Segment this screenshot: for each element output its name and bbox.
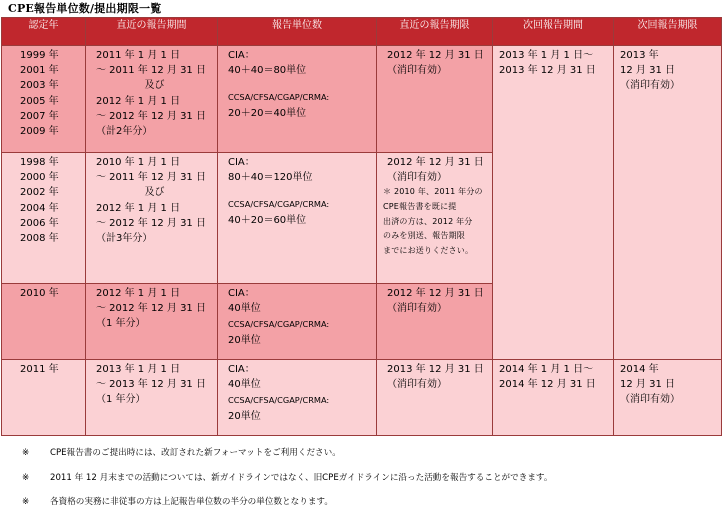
year-text: 2006 年 [20, 217, 59, 229]
units-value: 40＋20＝60単位 [228, 214, 307, 226]
units-cell [218, 360, 377, 436]
units-label: CCSA/CFSA/CGAP/CRMA: [228, 92, 330, 103]
year-text: 2001 年 [20, 65, 59, 77]
units-label: CIA： [228, 50, 255, 61]
note-text: 各資格の実務に非従事の方は上記報告単位数の半分の単位数となります。 [50, 497, 333, 507]
cert-year-cell [2, 153, 86, 284]
next-deadline-text: （消印有効） [620, 394, 680, 406]
period-text: ～ 2011 年 12 月 31 日 [96, 65, 206, 77]
units-label: CCSA/CFSA/CGAP/CRMA: [228, 395, 330, 406]
deadline-text: （消印有効） [387, 303, 447, 315]
year-text: 2007 年 [20, 110, 59, 122]
deadline-note [383, 185, 488, 258]
units-value: 40単位 [228, 379, 261, 391]
next-deadline-merged-cell [614, 46, 722, 360]
year-text: 1998 年 [20, 157, 59, 168]
period-text: ～ 2012 年 12 月 31 日 [96, 110, 206, 122]
units-value: 20＋20＝40単位 [228, 107, 307, 119]
units-label: CIA： [228, 288, 255, 299]
page-title: CPE報告単位数/提出期限一覧 [8, 2, 162, 15]
next-deadline-text: 2013 年 [620, 50, 659, 61]
period-text: 2011 年 1 月 1 日 [96, 50, 181, 61]
period-text: ～ 2011 年 12 月 31 日 [96, 172, 206, 184]
col-header-recent-deadline: 直近の報告期限 [377, 18, 493, 46]
units-value: 80＋40＝120単位 [228, 172, 313, 184]
units-value: 40＋40＝80単位 [228, 65, 307, 77]
col-header-next-deadline: 次回報告期限 [614, 18, 722, 46]
year-text: 2009 年 [20, 126, 59, 138]
next-period-merged-cell [493, 46, 614, 360]
deadline-note-line: CPE報告書を既に提 [383, 202, 457, 211]
note-mark: ※ [22, 497, 30, 507]
units-value: 20単位 [228, 410, 261, 422]
next-deadline-text: 12 月 31 日 [620, 65, 675, 77]
col-header-units: 報告単位数 [218, 18, 377, 46]
period-text: 2010 年 1 月 1 日 [96, 157, 181, 168]
next-deadline-cell [614, 360, 722, 436]
deadline-note-line: 出済の方は、2012 年分 [383, 216, 473, 226]
period-and-text: 及び [144, 80, 165, 92]
deadline-text: （消印有効） [387, 379, 447, 391]
deadline-note-line: のみを別送、報告期限 [383, 231, 465, 241]
col-header-recent-period: 直近の報告期間 [86, 18, 218, 46]
period-text: （1 年分） [96, 394, 146, 406]
cert-year-cell [2, 46, 86, 153]
year-text: 2000 年 [20, 172, 59, 184]
year-text: 2004 年 [20, 202, 59, 214]
year-text: 2008 年 [20, 233, 59, 245]
cert-year-cell [2, 284, 86, 360]
units-value: 40単位 [228, 303, 261, 315]
period-text: ～ 2013 年 12 月 31 日 [96, 379, 206, 391]
cert-year-cell [2, 360, 86, 436]
deadline-cell [377, 360, 493, 436]
period-cell [86, 360, 218, 436]
year-text: 2002 年 [20, 187, 59, 199]
units-cell [218, 284, 377, 360]
period-text: 2013 年 1 月 1 日 [96, 364, 181, 375]
period-text: 2012 年 1 月 1 日 [96, 95, 181, 107]
table-row [2, 46, 722, 153]
period-text: （1 年分） [96, 318, 146, 330]
units-label: CIA： [228, 157, 255, 168]
footnote [22, 495, 333, 507]
deadline-text: （消印有効） [387, 172, 447, 184]
next-period-text: 2014 年 12 月 31 日 [499, 379, 596, 391]
period-text: （計2年分） [96, 126, 153, 138]
units-value: 20単位 [228, 334, 261, 346]
col-header-cert-year: 認定年 [2, 18, 86, 46]
deadline-text: 2013 年 12 月 31 日 [387, 364, 484, 375]
next-deadline-text: 2014 年 [620, 364, 659, 375]
header-row [2, 18, 722, 46]
note-mark: ※ [22, 473, 30, 483]
deadline-cell [377, 153, 493, 284]
units-label: CIA： [228, 364, 255, 375]
cpe-units-table [1, 17, 722, 436]
deadline-cell [377, 46, 493, 153]
footnote [22, 471, 552, 483]
units-cell [218, 46, 377, 153]
deadline-text: （消印有効） [387, 65, 447, 77]
deadline-note-line: ＊ 2010 年、2011 年分の [383, 187, 483, 197]
note-mark: ※ [22, 448, 30, 458]
year-text: 2010 年 [20, 288, 59, 299]
footnote [22, 446, 341, 458]
next-period-text: 2014 年 1 月 1 日～ [499, 364, 594, 375]
units-label: CCSA/CFSA/CGAP/CRMA: [228, 199, 330, 210]
period-cell [86, 46, 218, 153]
deadline-text: 2012 年 12 月 31 日 [387, 288, 484, 299]
note-text: CPE報告書のご提出時には、改訂された新フォーマットをご利用ください。 [50, 448, 341, 458]
year-text: 2003 年 [20, 80, 59, 92]
period-text: 2012 年 1 月 1 日 [96, 288, 181, 299]
next-period-text: 2013 年 12 月 31 日 [499, 65, 596, 77]
deadline-text: 2012 年 12 月 31 日 [387, 50, 484, 61]
period-text: （計3年分） [96, 233, 153, 245]
next-deadline-text: （消印有効） [620, 80, 680, 92]
next-period-text: 2013 年 1 月 1 日～ [499, 50, 594, 61]
units-label: CCSA/CFSA/CGAP/CRMA: [228, 319, 330, 330]
next-deadline-text: 12 月 31 日 [620, 379, 675, 391]
period-and-text: 及び [144, 187, 165, 199]
col-header-next-period: 次回報告期間 [493, 18, 614, 46]
deadline-note-line: までにお送りください。 [383, 245, 474, 255]
period-cell [86, 153, 218, 284]
next-period-cell [493, 360, 614, 436]
period-cell [86, 284, 218, 360]
period-text: ～ 2012 年 12 月 31 日 [96, 303, 206, 315]
year-text: 2011 年 [20, 364, 59, 375]
year-text: 2005 年 [20, 95, 59, 107]
units-cell [218, 153, 377, 284]
table-row [2, 360, 722, 436]
note-text: 2011 年 12 月末までの活動については、新ガイドラインではなく、旧CPEガイドラインに沿った活動を報告することができます。 [50, 473, 553, 483]
year-text: 1999 年 [20, 50, 59, 61]
period-text: 2012 年 1 月 1 日 [96, 202, 181, 214]
deadline-cell [377, 284, 493, 360]
deadline-text: 2012 年 12 月 31 日 [387, 157, 484, 168]
period-text: ～ 2012 年 12 月 31 日 [96, 217, 206, 229]
